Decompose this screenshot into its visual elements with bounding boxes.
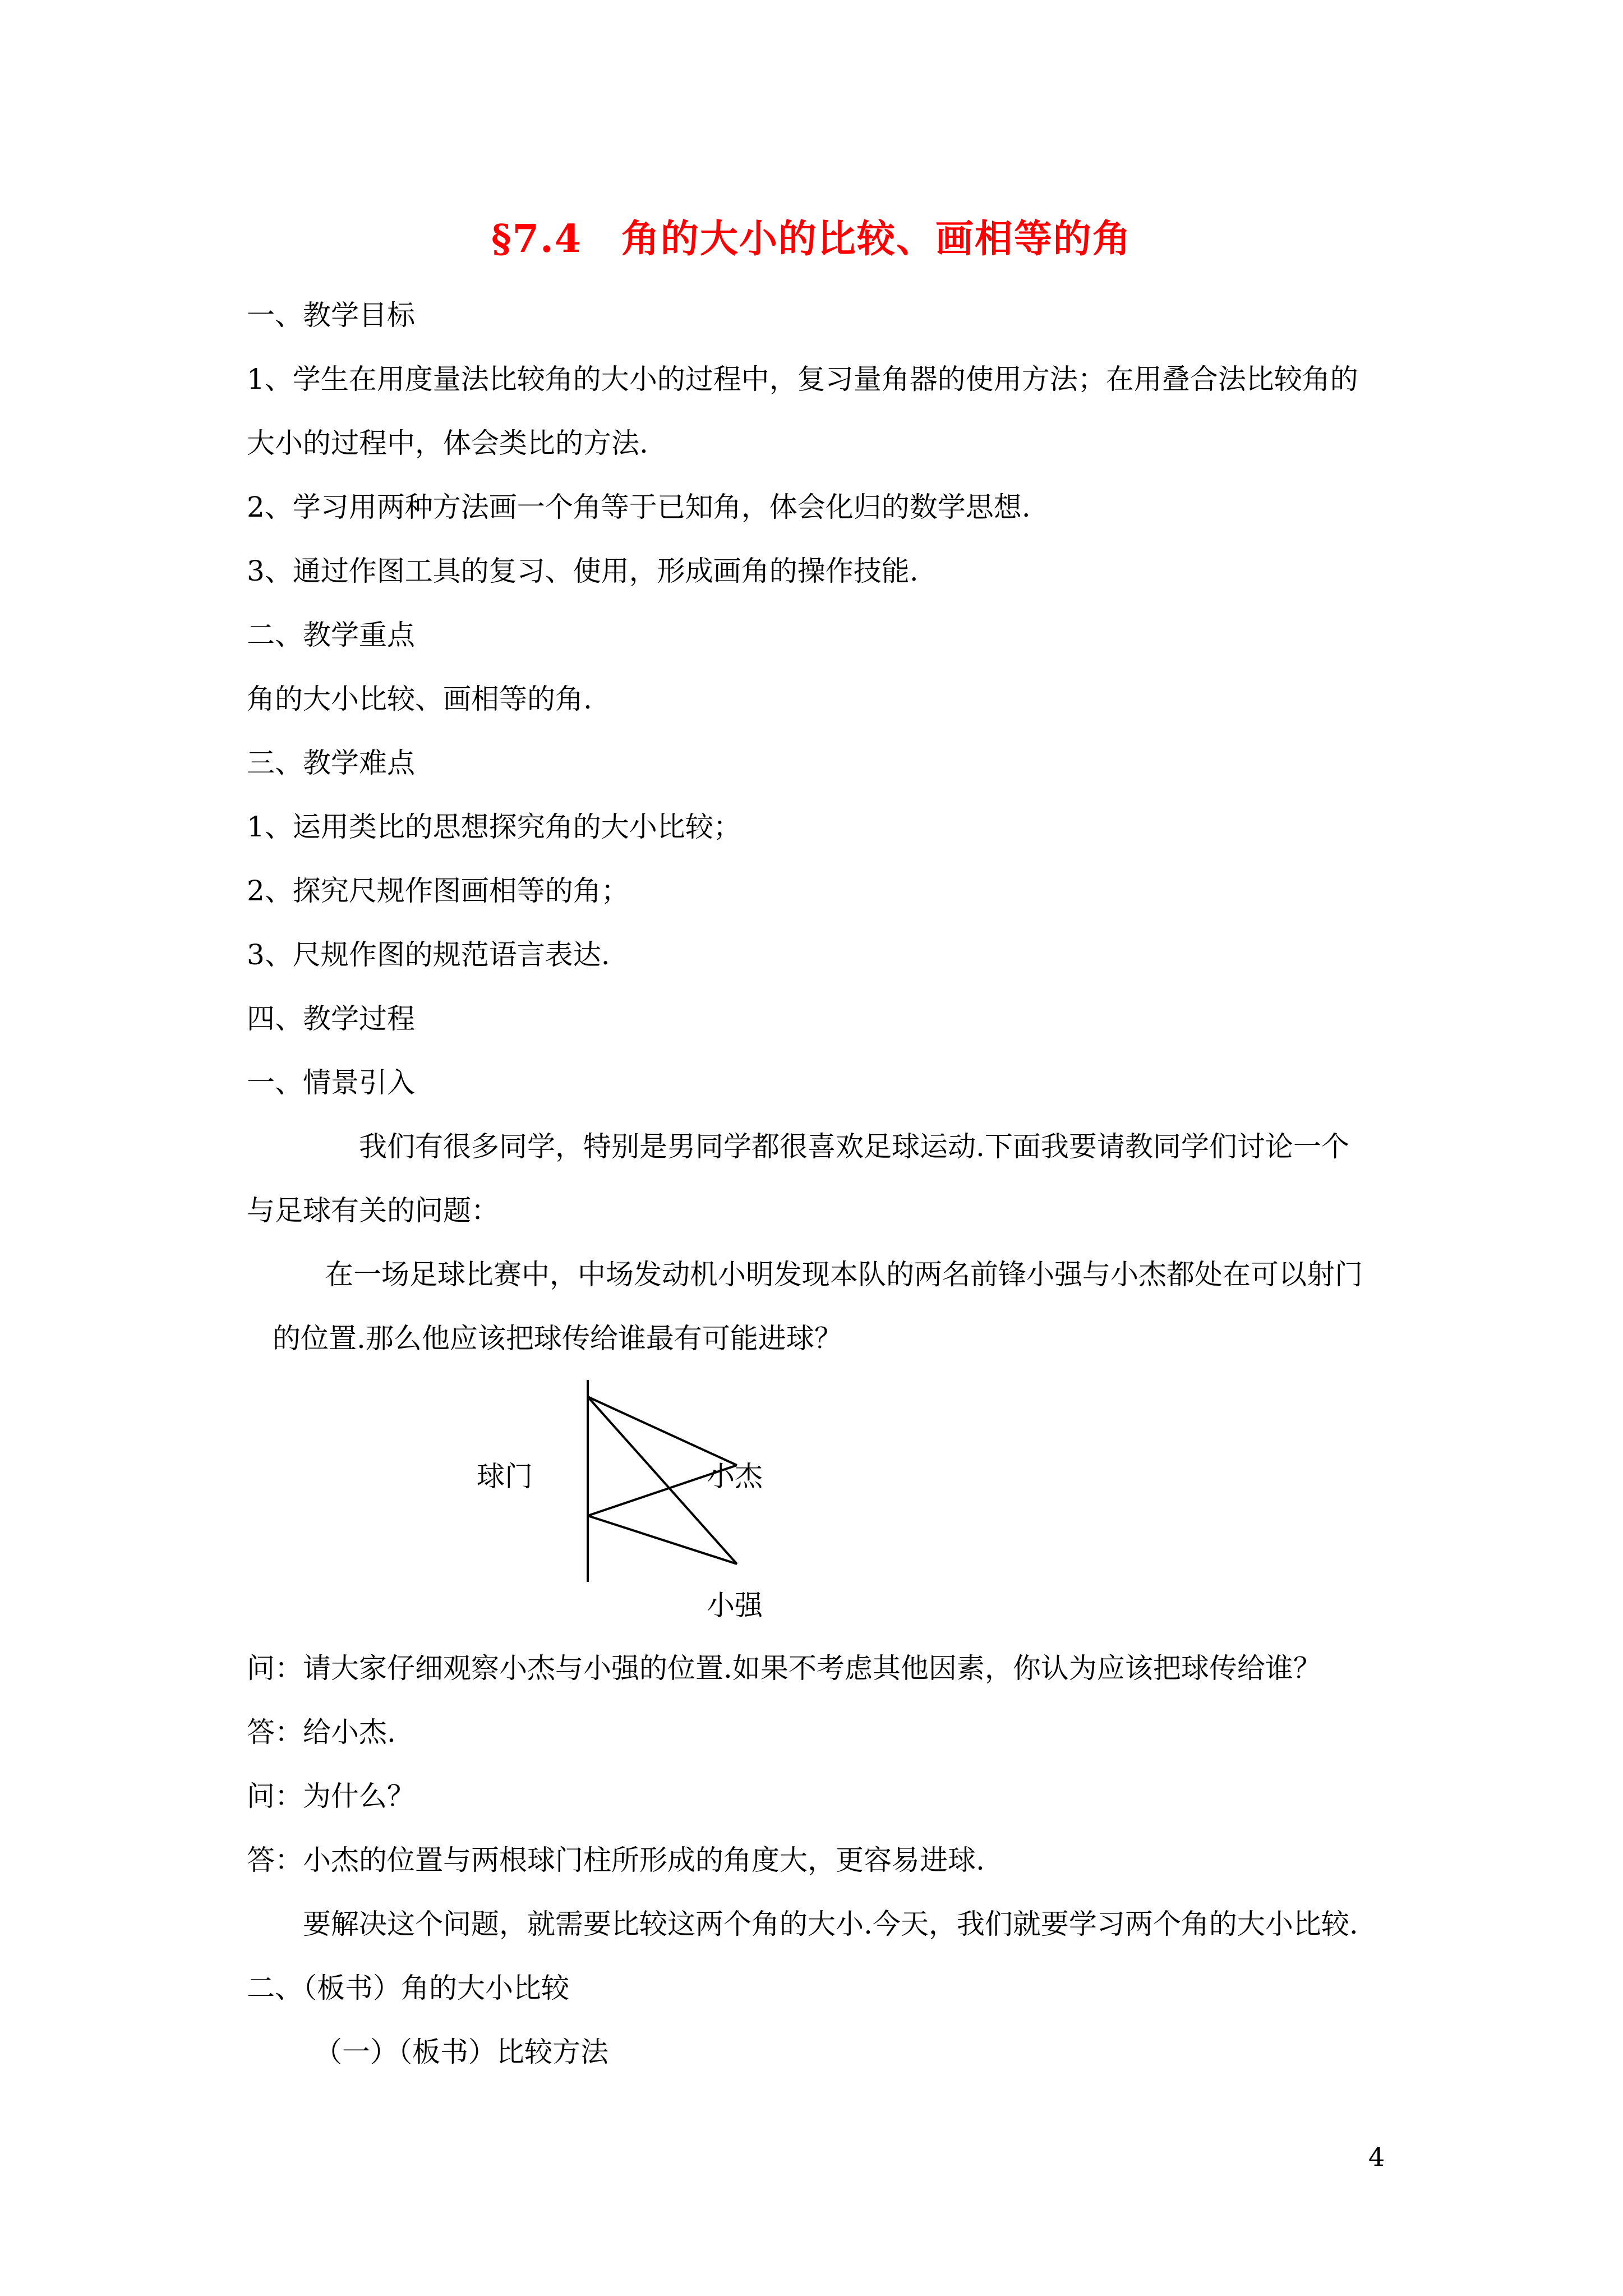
intro-paragraph-line-1: 我们有很多同学，特别是男同学都很喜欢足球运动.下面我要请教同学们讨论一个 bbox=[359, 1130, 1349, 1163]
page-number: 4 bbox=[1368, 2142, 1385, 2172]
player-xiaojie-label: 小杰 bbox=[707, 1460, 763, 1493]
difficulty-1: 1、运用类比的思想探究角的大小比较； bbox=[247, 811, 741, 843]
difficulty-2: 2、探究尺规作图画相等的角； bbox=[247, 875, 629, 907]
intro-paragraph-line-2: 与足球有关的问题： bbox=[247, 1194, 499, 1227]
scenario-line-2: 的位置.那么他应该把球传给谁最有可能进球？ bbox=[273, 1322, 842, 1355]
heading-comparison-methods: （一）（板书）比较方法 bbox=[314, 2036, 608, 2068]
objective-3: 3、通过作图工具的复习、使用，形成画角的操作技能. bbox=[247, 555, 919, 587]
key-points-text: 角的大小比较、画相等的角. bbox=[247, 683, 592, 715]
goal-label: 球门 bbox=[477, 1460, 533, 1493]
player-xiaoqiang-label: 小强 bbox=[707, 1589, 763, 1622]
transition-paragraph: 要解决这个问题，就需要比较这两个角的大小.今天，我们就要学习两个角的大小比较. bbox=[303, 1908, 1358, 1940]
soccer-goal-diagram bbox=[460, 1369, 852, 1622]
heading-angle-comparison: 二、（板书）角的大小比较 bbox=[247, 1972, 569, 2004]
heading-teaching-objectives: 一、教学目标 bbox=[247, 299, 415, 332]
heading-teaching-process: 四、教学过程 bbox=[247, 1002, 415, 1035]
objective-1-line-1: 1、学生在用度量法比较角的大小的过程中，复习量角器的使用方法；在用叠合法比较角的 bbox=[247, 363, 1358, 395]
scenario-line-1: 在一场足球比赛中，中场发动机小明发现本队的两名前锋小强与小杰都处在可以射门 bbox=[325, 1258, 1363, 1291]
heading-key-points: 二、教学重点 bbox=[247, 619, 415, 651]
difficulty-3: 3、尺规作图的规范语言表达. bbox=[247, 938, 610, 971]
question-1: 问：请大家仔细观察小杰与小强的位置.如果不考虑其他因素，你认为应该把球传给谁？ bbox=[247, 1652, 1321, 1685]
objective-2: 2、学习用两种方法画一个角等于已知角，体会化归的数学思想. bbox=[247, 491, 1031, 523]
answer-1: 答：给小杰. bbox=[247, 1716, 396, 1749]
answer-2: 答：小杰的位置与两根球门柱所形成的角度大，更容易进球. bbox=[247, 1844, 985, 1876]
heading-difficulties: 三、教学难点 bbox=[247, 747, 415, 779]
heading-scenario-intro: 一、情景引入 bbox=[247, 1066, 415, 1099]
objective-1-line-2: 大小的过程中，体会类比的方法. bbox=[247, 427, 648, 459]
page-title: §7.4 角的大小的比较、画相等的角 bbox=[491, 217, 1132, 261]
question-2: 问：为什么？ bbox=[247, 1780, 415, 1812]
